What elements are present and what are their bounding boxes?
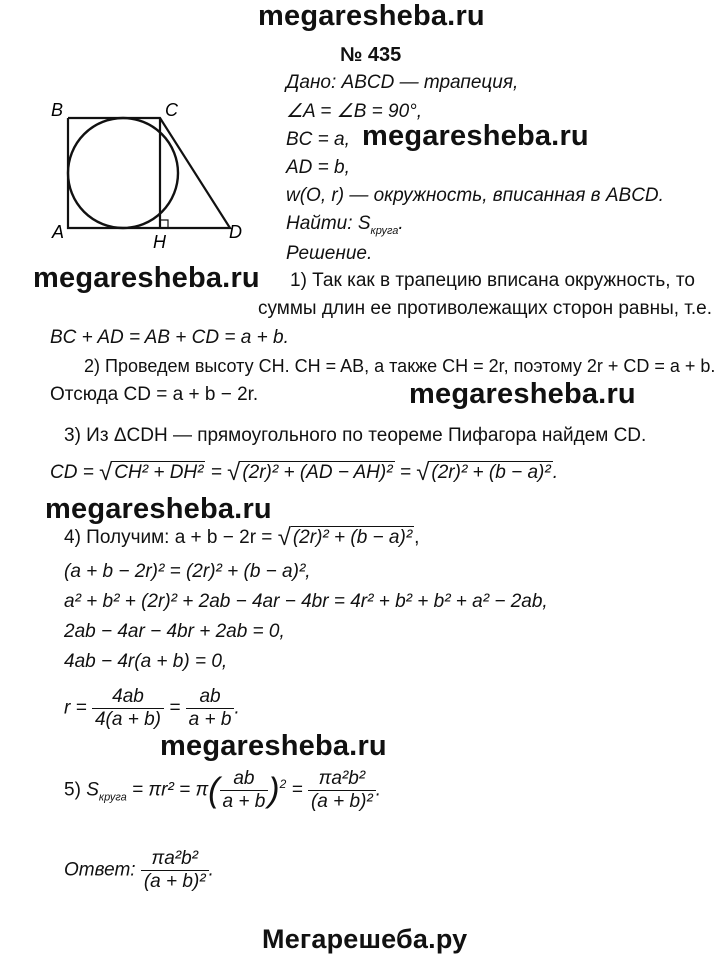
- watermark-left: megaresheba.ru: [33, 262, 260, 294]
- watermark-bottom: Мегарешеба.ру: [262, 924, 468, 954]
- step4-line5: 4ab − 4r(a + b) = 0,: [64, 651, 228, 672]
- given-line4: AD = b,: [286, 157, 350, 178]
- label-c: C: [165, 100, 178, 120]
- step5-sub: круга: [98, 791, 127, 804]
- given-line1: [286, 72, 518, 94]
- step2-line1: 2) Проведем высоту CH. CH = AB, а также CH = 2r, поэтому 2r + CD = a + b.: [84, 356, 716, 376]
- step1-line3: BC + AD = AB + CD = a + b.: [50, 327, 289, 348]
- trapezoid-figure: [45, 100, 255, 250]
- fraction-4ab: $\frac{4ab}{4(a + b)}$: [92, 686, 164, 731]
- sqrt-1: CH² + DH²: [114, 462, 204, 483]
- given-line2: ∠A = ∠B = 90°,: [286, 101, 423, 122]
- watermark-step5: megaresheba.ru: [160, 730, 387, 762]
- step5-eq2: =: [291, 779, 303, 801]
- find-sub: круга: [370, 224, 399, 237]
- step4-line3: a² + b² + (2r)² + 2ab − 4ar − 4br = 4r² + b² + b² + a² − 2ab,: [64, 591, 548, 612]
- answer-label: Ответ:: [64, 859, 136, 881]
- given-trapezoid: ABCD — трапеция,: [341, 72, 519, 93]
- step5-formula: 5) $S_{круга} = \pi r^2 = \pi$( $\frac{ab}{a + b}$ )$^2$ = $\frac{\text{πa²b²}}{\text{(a + b)²}}$ .: [64, 768, 382, 812]
- step3-formula: CD = √ CH² + DH² = √ (2r)² + (AD − AH)² = √ (2r)² + (b − a)² .: [50, 459, 558, 486]
- fraction-ab: $\frac{ab}{a + b}$: [186, 686, 235, 731]
- solution-label: Решение.: [286, 243, 373, 264]
- label-d: D: [229, 222, 242, 242]
- trapezoid-abcd: [68, 118, 230, 228]
- given-label: Дано:: [286, 72, 337, 93]
- watermark-given: megaresheba.ru: [362, 120, 589, 152]
- fraction-result: $\frac{\text{πa²b²}}{\text{(a + b)²}}$: [308, 768, 376, 813]
- label-b: B: [51, 100, 64, 120]
- step5-prefix: 5): [64, 779, 81, 801]
- find-label: Найти:: [286, 213, 353, 234]
- label-a: A: [52, 222, 65, 242]
- watermark-mid: megaresheba.ru: [409, 378, 636, 410]
- step1-line1: 1) Так как в трапецию вписана окружность, то: [290, 270, 695, 291]
- watermark-step4: megaresheba.ru: [45, 493, 272, 525]
- given-line5: w(O, r) — окружность, вписанная в ABCD.: [286, 185, 664, 206]
- step4-line4: 2ab − 4ar − 4br + 2ab = 0,: [64, 621, 285, 642]
- step2-line2: Отсюда CD = a + b − 2r.: [50, 384, 259, 405]
- right-angle-mark: [160, 220, 168, 228]
- given-line3: BC = a,: [286, 129, 350, 150]
- step1-line2: суммы длин ее противолежащих сторон равны, т.е.: [258, 298, 713, 319]
- r-lhs: r =: [64, 697, 87, 719]
- step3-text: 3) Из ΔCDH — прямоугольного по теореме Пифагора найдем CD.: [64, 425, 647, 446]
- step4-line1: 4) Получим: a + b − 2r = √ (2r)² + (b − a)² ,: [64, 524, 420, 551]
- step4-lhs: 4) Получим: a + b − 2r =: [64, 527, 273, 548]
- sqrt-3: (2r)² + (b − a)²: [431, 462, 551, 483]
- find-s: S: [357, 213, 371, 234]
- label-h: H: [153, 232, 166, 250]
- fraction-answer: $\frac{\text{πa²b²}}{\text{(a + b)²}}$: [141, 848, 209, 893]
- r-formula: r = $\frac{4ab}{4(a + b)}$ = $\frac{ab}{a + b}$ .: [64, 686, 240, 730]
- step5-eq1: = πr² = π: [132, 779, 209, 801]
- step4-line2: (a + b − 2r)² = (2r)² + (b − a)²,: [64, 561, 311, 582]
- answer: Ответ: $\frac{\text{πa²b²}}{\text{(a + b)²}}$ .: [64, 848, 214, 892]
- sqrt-2: (2r)² + (AD − AH)²: [242, 462, 393, 483]
- formula-cd: CD =: [50, 462, 94, 483]
- fraction-paren: $\frac{ab}{a + b}$: [220, 768, 269, 813]
- inscribed-circle: [68, 118, 178, 228]
- problem-number: № 435: [340, 44, 402, 66]
- step5-s: S: [86, 779, 99, 801]
- find-line: Найти: $S_{круга}$.: [286, 213, 404, 237]
- watermark-top: megaresheba.ru: [258, 0, 485, 32]
- step4-sqrt: (2r)² + (b − a)²: [292, 527, 413, 548]
